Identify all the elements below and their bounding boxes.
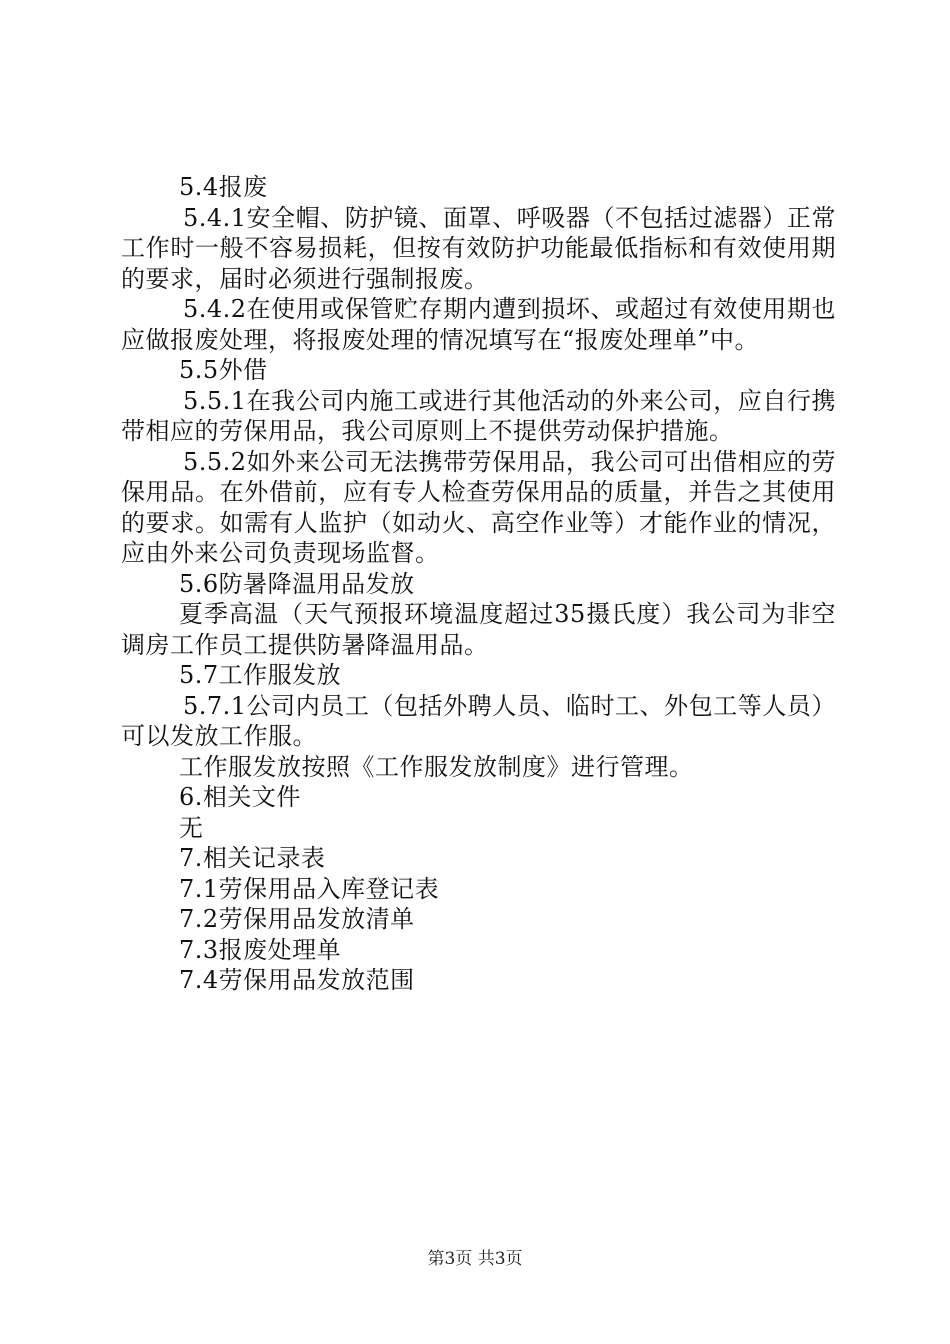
page-footer: 第3页 共3页 — [427, 1249, 523, 1269]
paragraph-uniform-policy: 工作服发放按照《工作服发放制度》进行管理。 — [179, 752, 694, 781]
list-item-7-1: 7.1劳保用品入库登记表 — [179, 874, 440, 903]
paragraph-5-6: 夏季高温（天气预报环境温度超过35摄氏度）我公司为非空调房工作员工提供防暑降温用品。 — [121, 600, 836, 659]
list-item-7-2: 7.2劳保用品发放清单 — [179, 905, 415, 933]
paragraph-6-none: 无 — [179, 813, 204, 842]
heading-6: 6.相关文件 — [179, 783, 301, 811]
paragraph-5-5-2: 5.5.2如外来公司无法携带劳保用品，我公司可出借相应的劳保用品。在外借前，应有专人检查劳保用品的质量，并告之其使用的要求。如需有人监护（如动火、高空作业等）才能作业的情况，应由外来公司负责现场监督。 — [121, 447, 836, 567]
heading-5-6: 5.6防暑降温用品发放 — [179, 569, 415, 598]
heading-5-7: 5.7工作服发放 — [179, 661, 342, 689]
heading-5-5: 5.5外借 — [179, 356, 268, 384]
paragraph-5-4-1: 5.4.1安全帽、防护镜、面罩、呼吸器（不包括过滤器）正常工作时一般不容易损耗，但按有效防护功能最低指标和有效使用期的要求，届时必须进行强制报废。 — [121, 203, 836, 293]
list-item-7-3: 7.3报废处理单 — [179, 935, 342, 964]
heading-5-4: 5.4报废 — [179, 173, 268, 201]
heading-7: 7.相关记录表 — [179, 844, 326, 872]
document-body — [121, 172, 836, 996]
paragraph-5-4-2: 5.4.2在使用或保管贮存期内遭到损坏、或超过有效使用期也应做报废处理，将报废处理的情况填写在“报废处理单”中。 — [121, 295, 836, 354]
paragraph-5-7-1: 5.7.1公司内员工（包括外聘人员、临时工、外包工等人员）可以发放工作服。 — [121, 691, 836, 750]
list-item-7-4: 7.4劳保用品发放范围 — [179, 966, 415, 994]
paragraph-5-5-1: 5.5.1在我公司内施工或进行其他活动的外来公司，应自行携带相应的劳保用品，我公司原则上不提供劳动保护措施。 — [121, 386, 836, 445]
